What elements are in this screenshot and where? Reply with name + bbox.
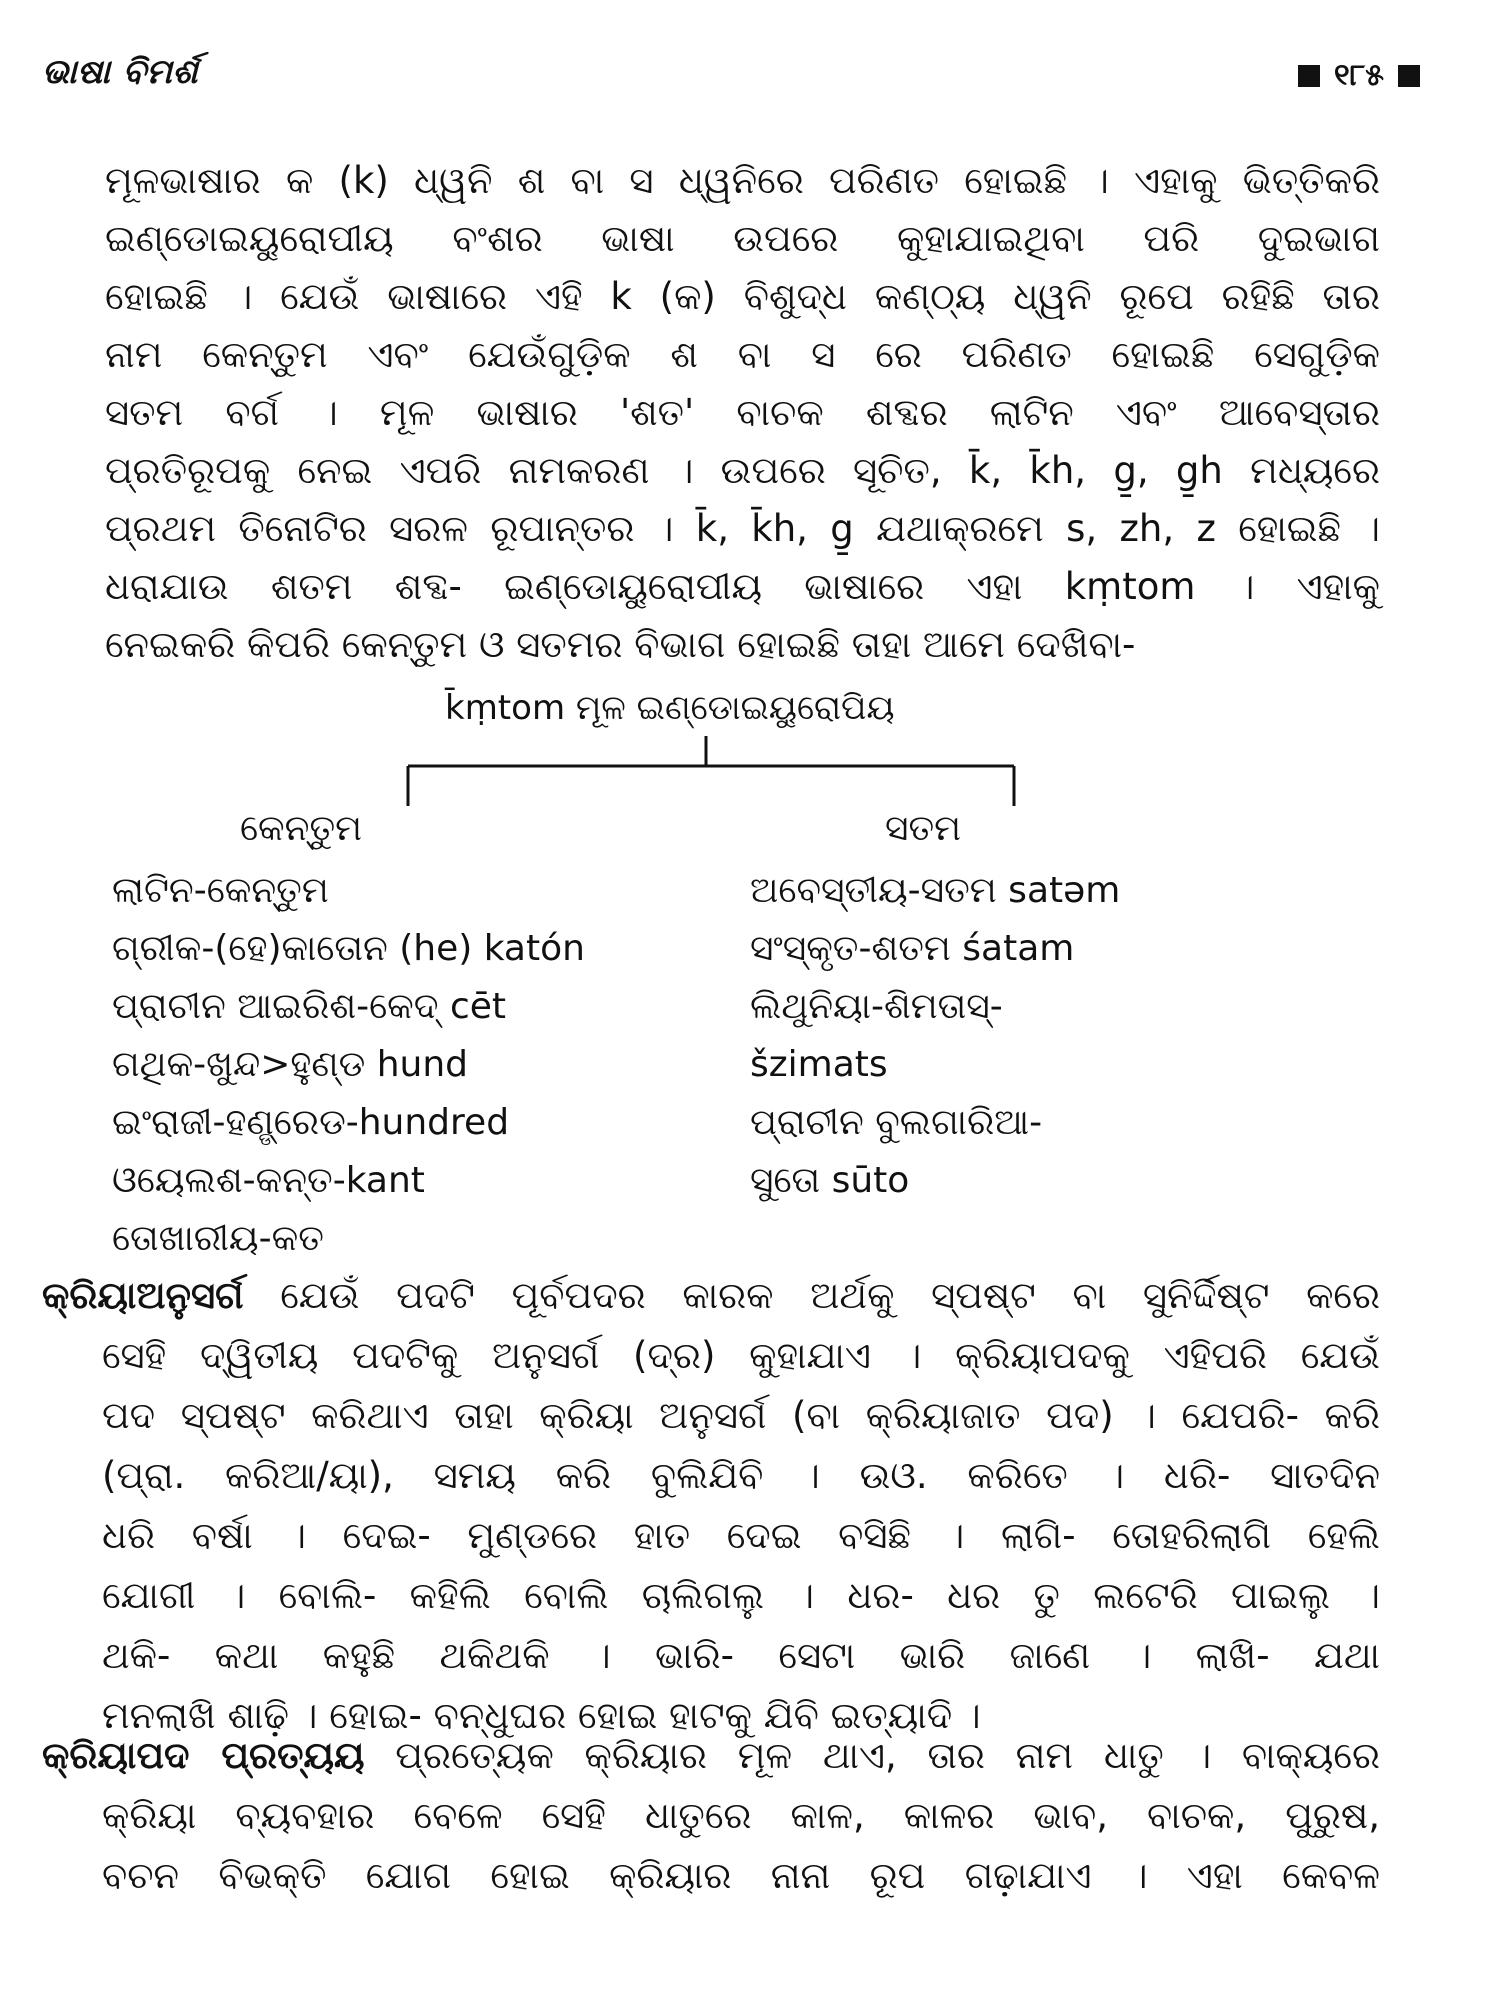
kentum-item: ଗଥିକ-ଖୁନ୍ଦ>ହୁଣ୍ଡ hund: [112, 1044, 469, 1085]
section-line: ବଚନ ବିଭକ୍ତି ଯୋଗ ହୋଇ କ୍ରିୟାର ନାନା ରୂପ ଗଢ଼ାଯାଏ । ଏହା କେବଳ: [102, 1854, 1380, 1897]
paragraph-line: ଇଣ୍ଡୋଇୟୁରୋପୀୟ ବଂଶର ଭାଷା ଉପରେ କୁହାଯାଇଥିବା ପରି ଦୁଇଭାଗ: [105, 217, 1380, 260]
diagram-root-label: k̄ṃtom ମୂଳ ଇଣ୍ଡୋଇୟୁରୋପିୟ: [445, 688, 895, 728]
paragraph-line: ନେଇକରି କିପରି କେନ୍ତୁମ ଓ ସତମର ବିଭାଗ ହୋଇଛି ତାହା ଆମେ ଦେଖିବା-: [105, 623, 1136, 666]
satam-item: ସଂସ୍କୃତ-ଶତମ śatam: [750, 928, 1075, 969]
satam-item: ସୁତୋ sūto: [750, 1160, 910, 1201]
kentum-item: ତୋଖାରୀୟ-କତ: [112, 1218, 324, 1259]
paragraph-line: ପ୍ରତିରୂପକୁ ନେଇ ଏପରି ନାମକରଣ । ଉପରେ ସୂଚିତ, k̄, k̄h, g̱, g̱h ମଧ୍ୟରେ: [105, 449, 1380, 492]
satam-item: ଅବେସ୍ତୀୟ-ସତମ satəm: [750, 870, 1121, 911]
satam-item: šzimats: [750, 1044, 888, 1085]
satam-heading: ସତମ: [885, 808, 962, 849]
section-line: ଯୋଗୀ । ବୋଲି- କହିଲି ବୋଲି ଚାଲିଗଲୁ । ଧର- ଧର ତୁ ଲଟେରି ପାଇଲୁ ।: [102, 1574, 1380, 1617]
kentum-item: ଇଂରାଜୀ-ହଣ୍ଡ୍ରେଡ-hundred: [112, 1102, 510, 1143]
section-line: ଥକି- କଥା କହୁଛି ଥକିଥକି । ଭାରି- ସେଟା ଭାରି ଜାଣେ । ଲାଖି- ଯଥା: [102, 1634, 1380, 1677]
kentum-heading: କେନ୍ତୁମ: [240, 808, 363, 849]
section-term: କ୍ରିୟାପଦ ପ୍ରତ୍ୟୟ: [42, 1734, 365, 1777]
section-first-line-text: ପ୍ରତ୍ୟେକ କ୍ରିୟାର ମୂଳ ଥାଏ, ତାର ନାମ ଧାତୁ । ବାକ୍ୟରେ: [395, 1734, 1380, 1777]
paragraph-line: ପ୍ରଥମ ତିନୋଟିର ସରଳ ରୂପାନ୍ତର । k̄, k̄h, g̱ ଯଥାକ୍ରମେ s, zh, z ହୋଇଛି ।: [105, 507, 1380, 550]
paragraph-line: ସତମ ବର୍ଗ । ମୂଳ ଭାଷାର 'ଶତ' ବାଚକ ଶବ୍ଦର ଲାଟିନ ଏବଂ ଆବେସ୍ତାର: [105, 391, 1380, 434]
page-number: ୧୮୫: [1333, 58, 1384, 93]
page-header: [42, 52, 1420, 112]
page-number-block: [1298, 58, 1420, 93]
kriya-anusarga-section: [42, 1266, 1380, 1746]
kentum-item: ଲାଟିନ-କେନ୍ତୁମ: [112, 870, 329, 911]
kentum-item: ପ୍ରାଚୀନ ଆଇରିଶ-କେଦ୍ cēt: [112, 986, 507, 1027]
section-line: ସେହି ଦ୍ୱିତୀୟ ପଦଟିକୁ ଅନୁସର୍ଗ (ଦ୍ର) କୁହାଯାଏ । କ୍ରିୟାପଦକୁ ଏହିପରି ଯେଉଁ: [102, 1334, 1380, 1377]
kriyapada-pratyaya-section: [42, 1726, 1380, 1906]
satam-item: ପ୍ରାଚୀନ ବୁଲଗାରିଆ-: [750, 1102, 1043, 1143]
square-mark-left-icon: [1298, 65, 1320, 87]
satam-item: ଲିଥୁନିୟା-ଶିମତାସ୍-: [750, 986, 1003, 1027]
section-line: ମନଲାଖି ଶାଢ଼ି । ହୋଇ- ବନ୍ଧୁଘର ହୋଇ ହାଟକୁ ଯିବି ଇତ୍ୟାଦି ।: [102, 1694, 981, 1737]
section-first-line: [42, 1726, 1380, 1786]
section-line: କ୍ରିୟା ବ୍ୟବହାର ବେଳେ ସେହି ଧାତୁରେ କାଳ, କାଳର ଭାବ, ବାଚକ, ପୁରୁଷ,: [102, 1794, 1380, 1837]
kentum-item: ଗ୍ରୀକ-(ହେ)କାତୋନ (he) katón: [112, 928, 585, 969]
paragraph-line: ନାମ କେନ୍ତୁମ ଏବଂ ଯେଉଁଗୁଡ଼ିକ ଶ ବା ସ ରେ ପରିଣତ ହୋଇଛି ସେଗୁଡ଼ିକ: [105, 333, 1380, 376]
kentum-list: [112, 862, 585, 1268]
paragraph-line: ଧରାଯାଉ ଶତମ ଶବ୍ଦ- ଇଣ୍ଡୋୟୁରୋପୀୟ ଭାଷାରେ ଏହା kṃtom । ଏହାକୁ: [105, 565, 1380, 608]
section-first-line: [42, 1266, 1380, 1326]
section-term: କ୍ରିୟାଅନୁସର୍ଗ: [42, 1274, 244, 1317]
kentum-item: ଓୟେଲଶ-କନ୍ତ-kant: [112, 1160, 425, 1201]
paragraph-line: ହୋଇଛି । ଯେଉଁ ଭାଷାରେ ଏହି k (କ) ବିଶୁଦ୍ଧ କଣ୍ଠ୍ୟ ଧ୍ୱନି ରୂପେ ରହିଛି ତାର: [105, 275, 1380, 318]
satam-list: [750, 862, 1120, 1210]
section-line: (ପ୍ରା. କରିଆ/ୟା), ସମୟ କରି ବୁଲିଯିବି । ଉଓ. କରିତେ । ଧରି- ସାତଦିନ: [102, 1454, 1380, 1497]
square-mark-right-icon: [1398, 65, 1420, 87]
section-first-line-text: ଯେଉଁ ପଦଟି ପୂର୍ବପଦର କାରକ ଅର୍ଥକୁ ସ୍ପଷ୍ଟ ବା ସୁନିର୍ଦ୍ଦିଷ୍ଟ କରେ: [280, 1274, 1380, 1317]
intro-paragraph: [105, 152, 1380, 674]
paragraph-line: ମୂଳଭାଷାର କ (k) ଧ୍ୱନି ଶ ବା ସ ଧ୍ୱନିରେ ପରିଣତ ହୋଇଛି । ଏହାକୁ ଭିତ୍ତିକରି: [105, 159, 1380, 202]
section-line: ଧରି ବର୍ଷା । ଦେଇ- ମୁଣ୍ଡରେ ହାତ ଦେଇ ବସିଛି । ଲାଗି- ତୋହରିଲାଗି ହେଲି: [102, 1514, 1380, 1557]
section-line: ପଦ ସ୍ପଷ୍ଟ କରିଥାଏ ତାହା କ୍ରିୟା ଅନୁସର୍ଗ (ବା କ୍ରିୟାଜାତ ପଦ) । ଯେପରି- କରି: [102, 1394, 1380, 1437]
running-title: ଭାଷା ବିମର୍ଶ: [42, 52, 199, 92]
